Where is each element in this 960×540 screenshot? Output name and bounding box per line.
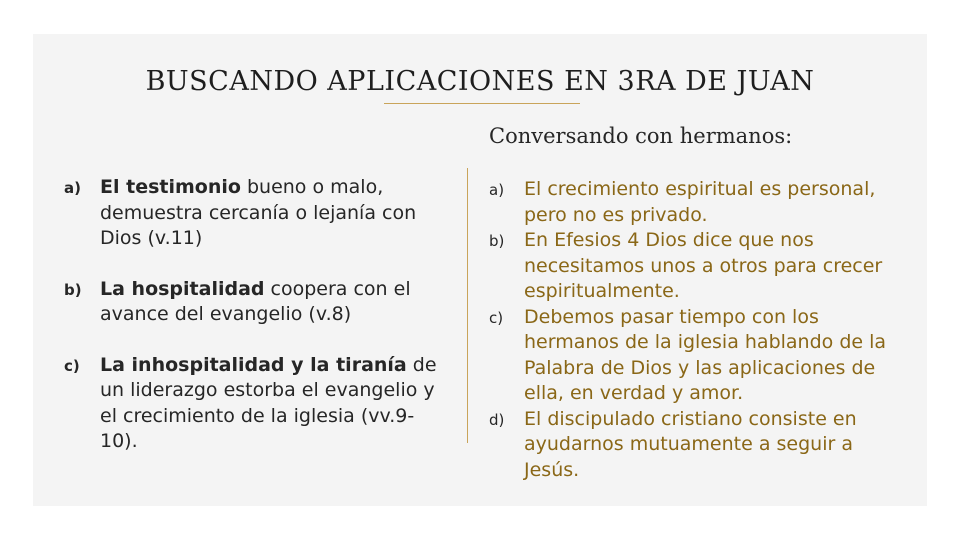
list-marker: d) [489,410,505,429]
list-item [489,305,909,407]
list-item-text: El crecimiento espiritual es personal, pero no es privado. [524,178,876,226]
list-marker: a) [489,181,505,199]
list-marker: a) [64,179,81,197]
list-item-text: bueno o malo, demuestra cercanía o lejanía con Dios (v.11) [100,176,417,249]
right-heading: Conversando con hermanos: [489,124,793,148]
list-item [64,277,444,328]
right-list [489,177,909,483]
list-item [64,175,444,252]
slide-title: BUSCANDO APLICACIONES EN 3RA DE JUAN [145,66,815,97]
list-item-text: Debemos pasar tiempo con los hermanos de la iglesia hablando de la Palabra de Dios y las aplicaciones de ella, en verdad y amor. [524,305,887,404]
list-item-bold: El testimonio [100,176,241,198]
list-marker: c) [64,356,80,375]
list-item [64,353,444,455]
list-item-bold: La inhospitalidad y la tiranía [100,353,407,376]
list-item [489,407,909,484]
left-list [64,175,444,480]
list-item [489,177,909,228]
list-marker: b) [489,232,505,250]
title-underline [384,103,580,104]
list-item-text: coopera con el avance del evangelio (v.8) [100,277,411,325]
list-item-text: de un liderazgo estorba el evangelio y el crecimiento de la iglesia (vv.9-10). [100,353,437,452]
column-divider [467,168,468,443]
list-item-text: El discipulado cristiano consiste en ayudarnos mutuamente a seguir a Jesús. [524,407,857,481]
list-marker: c) [489,308,504,327]
list-item [489,228,909,305]
list-item-bold: La hospitalidad [100,277,265,300]
list-marker: b) [64,280,82,299]
list-item-text: En Efesios 4 Dios dice que nos necesitamos unos a otros para crecer espiritualmente. [524,229,883,302]
